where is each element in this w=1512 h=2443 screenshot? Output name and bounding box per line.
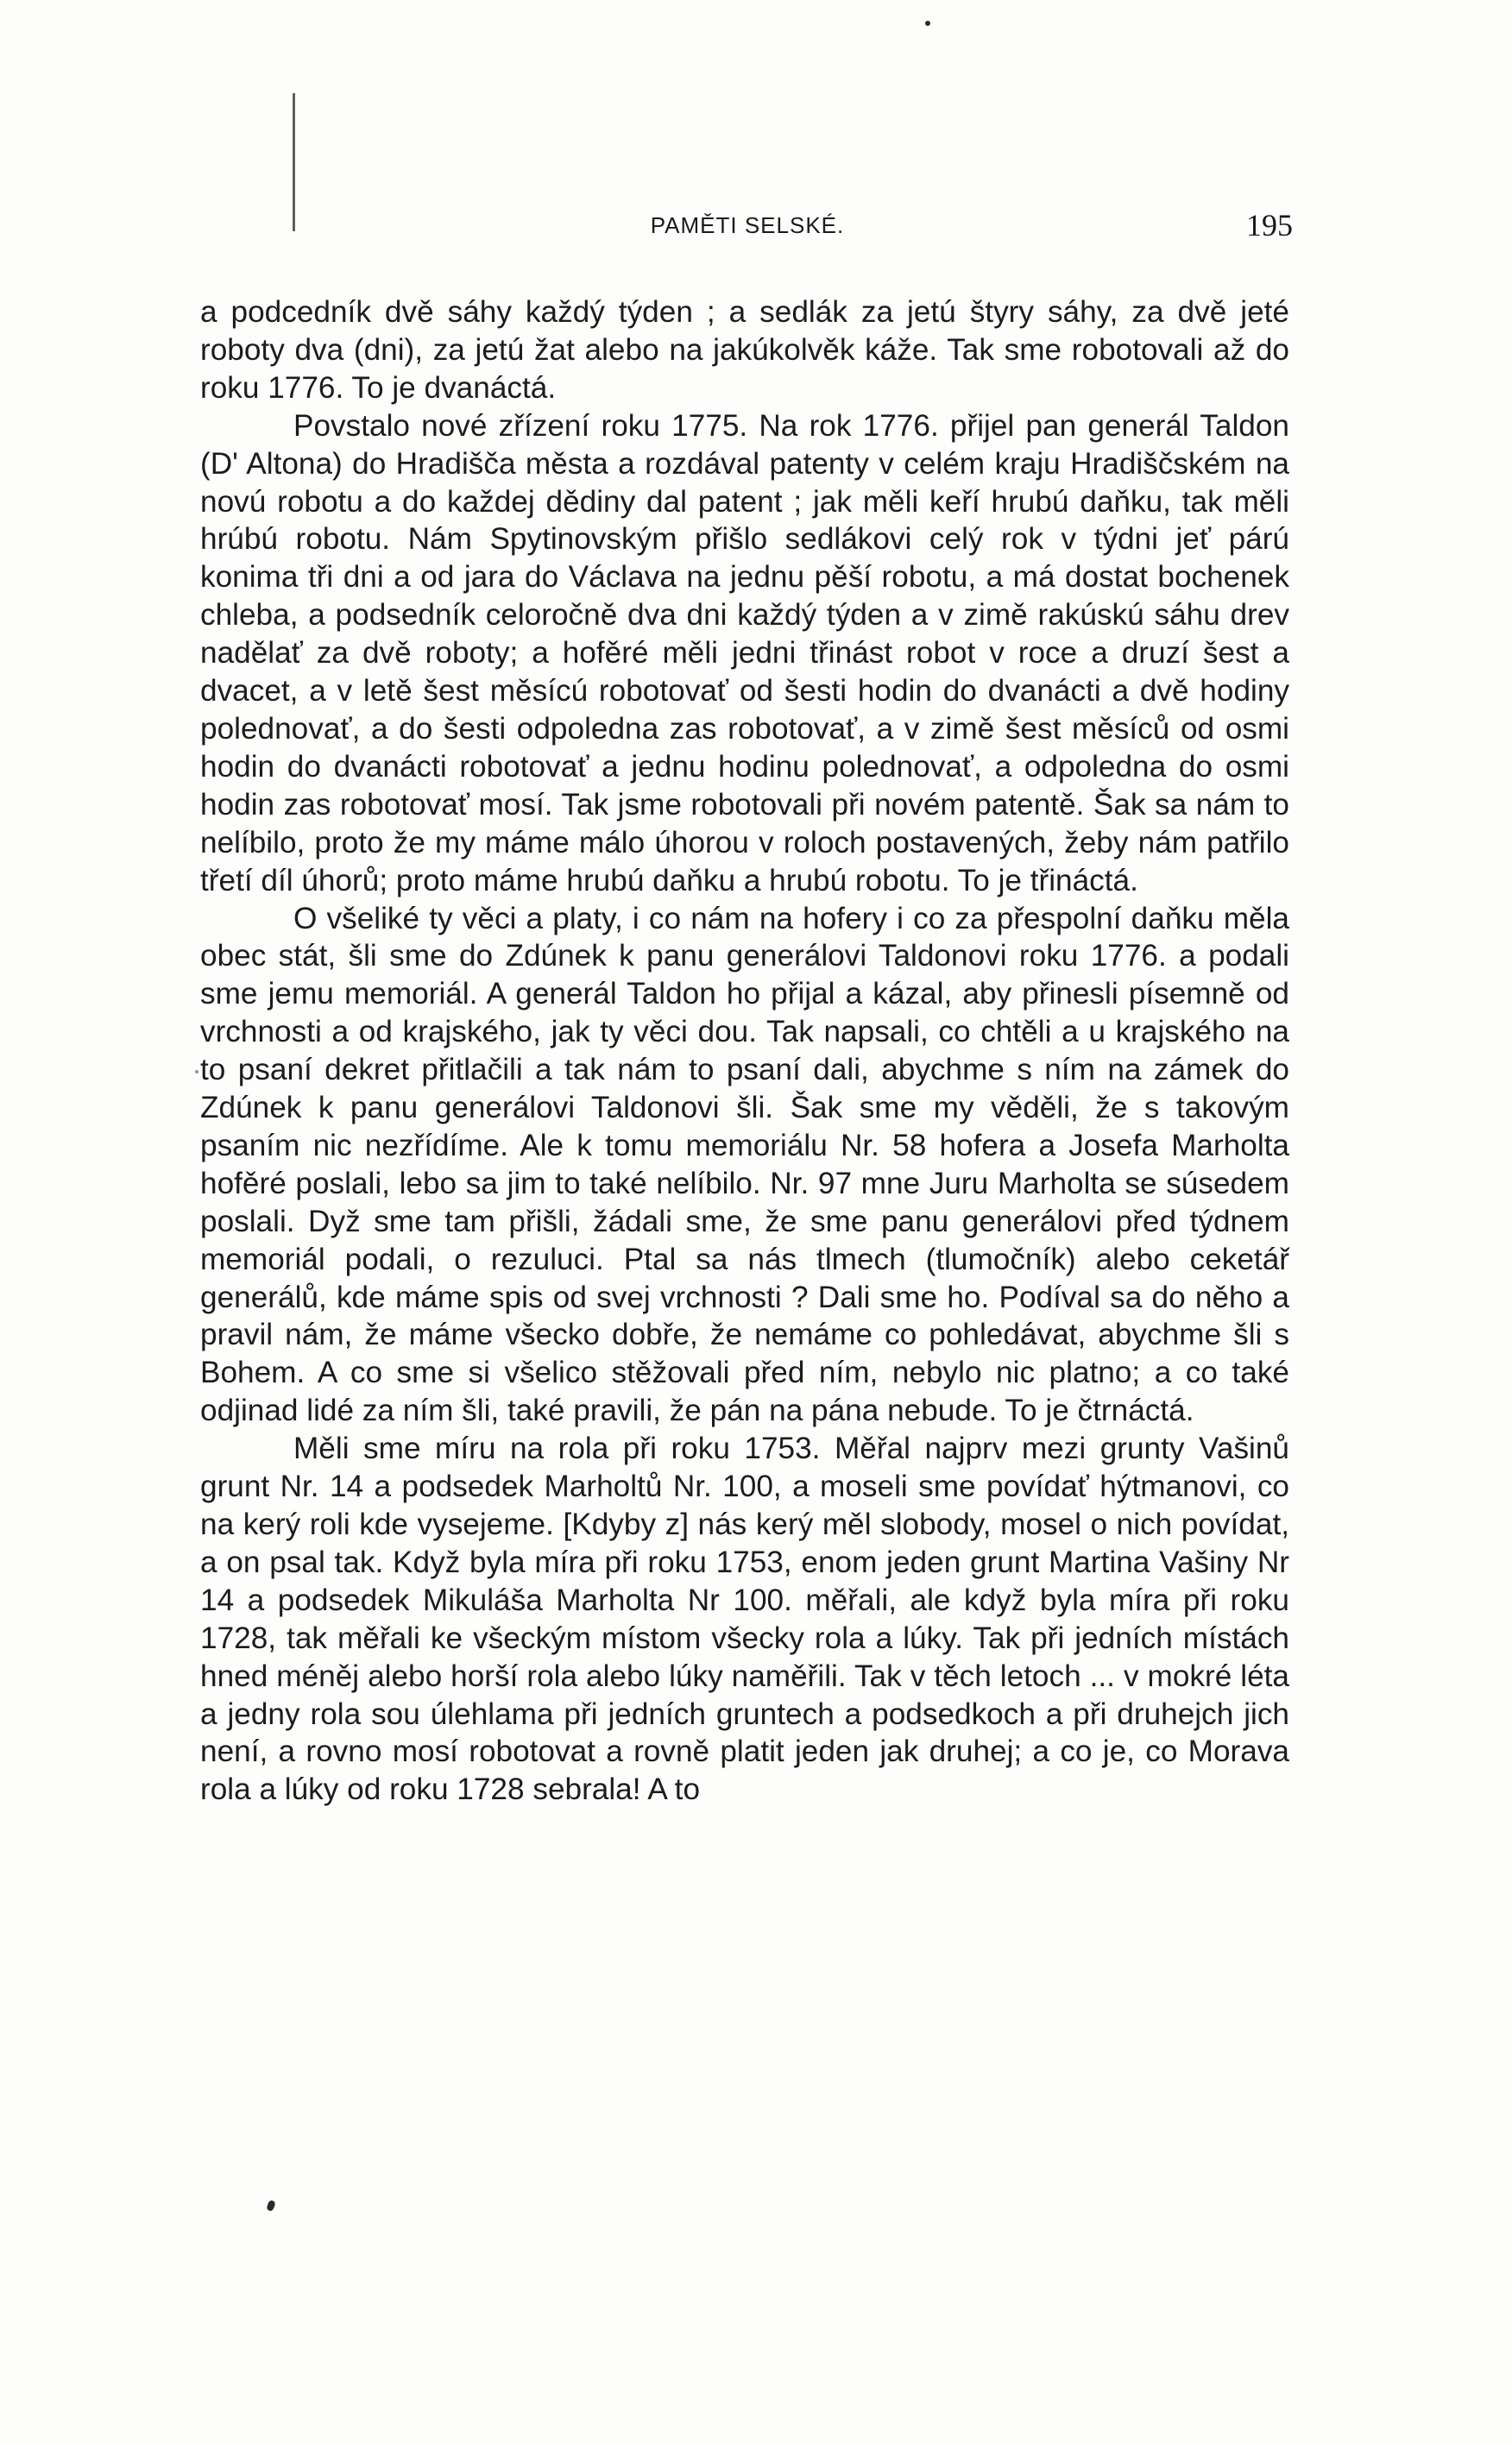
page-number: 195	[1246, 208, 1293, 242]
paragraph-1: a podcedník dvě sáhy každý týden ; a sedlák za jetú štyry sáhy, za dvě jeté roboty dva (dni), za jetú žat alebo na jakúkolvěk káže. Tak sme robotovali až do roku 1776. To je dvanáctá.	[200, 295, 1289, 405]
body-text	[200, 293, 1289, 1809]
ink-speck-decoration	[925, 21, 930, 26]
running-title: PAMĚTI SELSKÉ.	[650, 212, 845, 238]
paragraph-2: Povstalo nové zřízení roku 1775. Na rok 1776. přijel pan generál Taldon (D' Altona) do Hradišča města a rozdával patenty v celém kraju Hradiščském na novú robotu a do každej dědiny dal patent ; jak měli keří hrubú daňku, tak měli hrúbú robotu. Nám Spytinovským přišlo sedlákovi celý rok v týdni jeť párú konima tři dni a od jara do Václava na jednu pěší robotu, a má dostat bochenek chleba, a podsedník celoročně dva dni každý týden a v zimě rakúskú sáhu drev nadělať za dvě roboty; a hofěré měli jedni třinást robot v roce a druzí šest a dvacet, a v letě šest měsícú robotovať od šesti hodin do dvanácti a dvě hodiny polednovať, a do šesti odpoledna zas robotovať, a v zimě šest měsíců od osmi hodin do dvanácti robotovať a jednu hodinu polednovať, a odpoledna do osmi hodin zas robotovať mosí. Tak jsme robotovali při novém patentě. Šak sa nám to nelíbilo, proto že my máme málo úhorou v roloch postavených, žeby nám patřilo třetí díl úhorů; proto máme hrubú daňku a hrubú robotu. To je třináctá.	[200, 408, 1289, 897]
page-header	[202, 205, 1293, 257]
ink-speck-decoration	[195, 1070, 198, 1074]
paragraph-3: O všeliké ty věci a platy, i co nám na hofery i co za přespolní daňku měla obec stát, šli sme do Zdúnek k panu generálovi Taldonovi roku 1776. a podali sme jemu memoriál. A generál Taldon ho přijal a kázal, aby přinesli písemně od vrchnosti a od krajského, jak ty věci dou. Tak napsali, co chtěli a u krajského na to psaní dekret přitlačili a tak nám to psaní dali, abychme s ním na zámek do Zdúnek k panu generálovi Taldonovi šli. Šak sme my věděli, že s takovým psaním nic nezřídíme. Ale k tomu memoriálu Nr. 58 hofera a Josefa Marholta hofěré poslali, lebo sa jim to také nelíbilo. Nr. 97 mne Juru Marholta se súsedem poslali. Dyž sme tam přišli, žádali sme, že sme panu generálovi před týdnem memoriál podali, o rezuluci. Ptal sa nás tlmech (tlumočník) alebo ceketář generálů, kde máme spis od svej vrchnosti ? Dali sme ho. Podíval sa do něho a pravil nám, že máme všecko dobře, že nemáme co pohledávat, abychme šli s Bohem. A co sme si všelico stěžovali před ním, nebylo nic platno; a co také odjinad lidé za ním šli, také pravili, že pán na pána nebude. To je čtrnáctá.	[200, 901, 1289, 1428]
paragraph-4: Měli sme míru na rola při roku 1753. Měřal najprv mezi grunty Vašinů grunt Nr. 14 a podsedek Marholtů Nr. 100, a moseli sme povídať hýtmanovi, co na kerý roli kde vysejeme. [Kdyby z] nás kerý měl slobody, mosel o nich povídat, a on psal tak. Když byla míra při roku 1753, enom jeden grunt Martina Vašiny Nr 14 a podsedek Mikuláša Marholta Nr 100. měřali, ale když byla míra při roku 1728, tak měřali ke všeckým místom všecky rola a lúky. Tak při jedních místách hned méněj alebo horší rola alebo lúky naměřili. Tak v těch letoch ... v mokré léta a jedny rola sou úlehlama při jedních gruntech a podsedkoch a při druhejch jich není, a rovno mosí robotovat a rovně platit jeden jak druhej; a co je, co Morava rola a lúky od roku 1728 sebrala! A to	[200, 1432, 1289, 1807]
ink-speck-decoration	[266, 2200, 276, 2212]
